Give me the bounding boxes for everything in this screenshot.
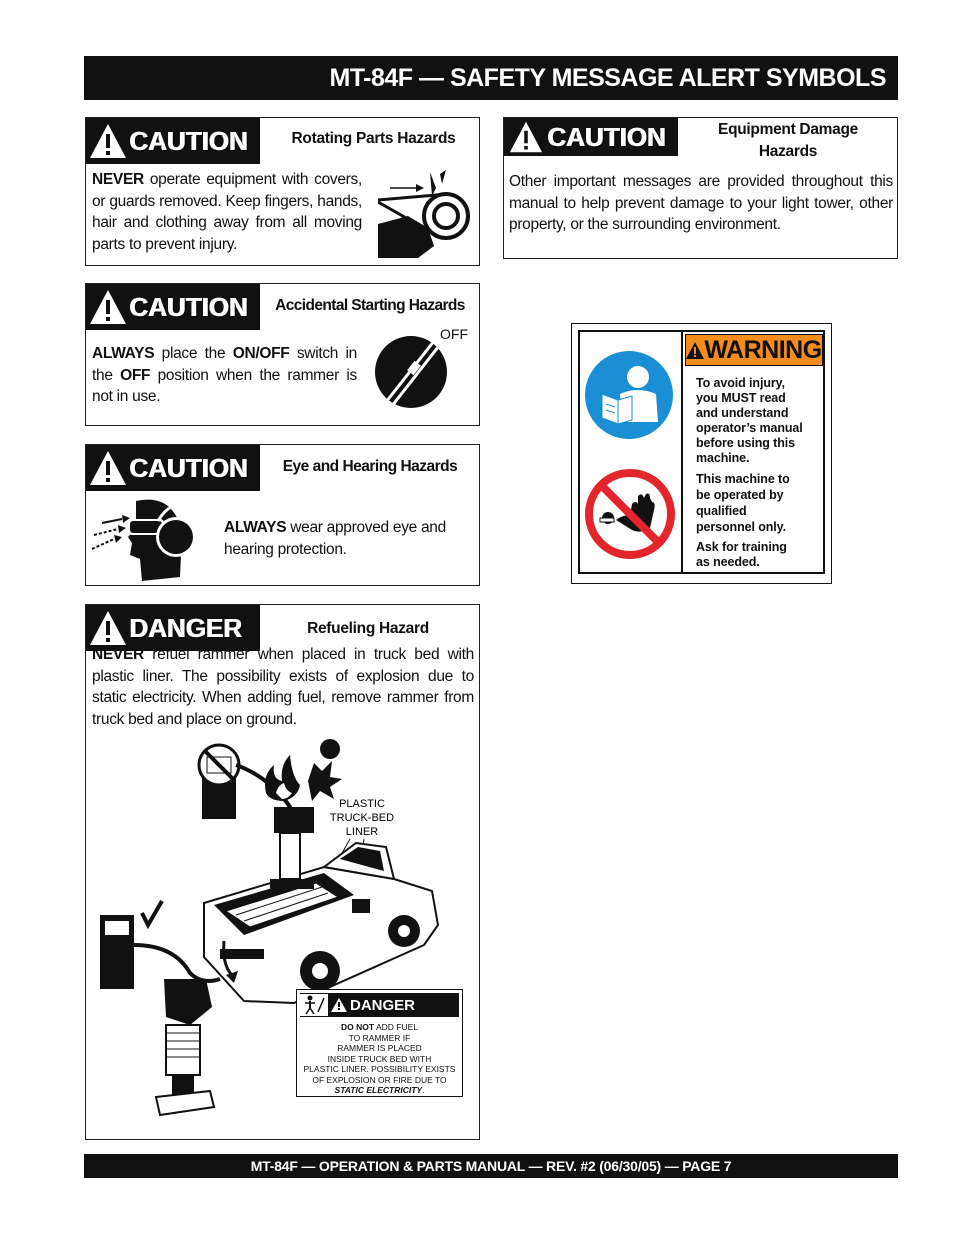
read-manual-icon [584,350,674,440]
rotating-heading: Rotating Parts Hazards [291,130,456,147]
warning-text: To avoid injury, you MUST read and understand operator’s manual before using this machine. This machine to be operated by qualified personnel only. Ask for training as needed. [696,376,803,569]
equipment-body: Other important messages are provided throughout this manual to help prevent damage to your light tower, other property, or the surrounding environment. [509,173,893,233]
accidental-starting-box [85,283,480,426]
danger-word: DANGER [130,612,243,643]
warning-pictogram-column [580,332,683,572]
accidental-heading: Accidental Starting Hazards [275,297,465,314]
warning-header [685,334,823,366]
equipment-damage-box [503,117,898,259]
caution-tag [86,118,260,164]
eye-hearing-box [85,444,480,586]
rotating-body: NEVER operate equipment with covers, or guards removed. Keep fingers, hands, hair and clothing away from all moving parts to prevent injury. [92,171,362,253]
warning-triangle-icon [686,342,704,359]
no-person-icon [300,994,328,1016]
eye-hearing-protection-icon [88,497,206,581]
decal-header [300,993,459,1017]
refueling-hazard-box [85,604,480,1140]
rotating-parts-box [85,117,480,266]
off-label: OFF [440,326,468,342]
decal-text: DO NOT ADD FUEL TO RAMMER IF RAMMER IS PLACED INSIDE TRUCK BED WITH PLASTIC LINER. POSSIBILITY EXISTS OF EXPLOSION OR FIRE DUE TO STATIC ELECTRICITY. [303,1022,456,1095]
decal-danger-word: DANGER [350,996,416,1014]
caution-tag [86,284,260,330]
caution-word: CAUTION [130,125,249,156]
caution-word: CAUTION [130,452,249,483]
eye-heading: Eye and Hearing Hazards [282,458,458,475]
accidental-body: ALWAYS place the ON/OFF switch in the OFF position when the rammer is not in use. [92,345,357,405]
page-footer: MT-84F — OPERATION & PARTS MANUAL — REV. #2 (06/30/05) — PAGE 7 [84,1154,898,1178]
warning-decal-inner [578,330,825,574]
liner-label-2: TRUCK-BED [329,812,395,824]
alert-triangle-icon [504,118,548,156]
caution-word: CAUTION [548,121,667,152]
no-unauthorized-use-icon [584,468,676,560]
refuel-body: NEVER refuel rammer when placed in truck bed with plastic liner. The possibility exists of explosion due to static electricity. When adding fuel, remove rammer from truck bed and place on ground. [92,646,474,728]
alert-triangle-icon [331,998,347,1012]
refuel-heading: Refueling Hazard [307,620,429,637]
refuel-danger-decal [296,989,463,1097]
liner-label-1: PLASTIC [339,798,385,810]
rotating-parts-icon [378,166,474,258]
liner-label-3: LINER [345,826,379,838]
alert-triangle-icon [86,118,130,164]
caution-word: CAUTION [130,291,249,322]
warning-word: WARNING [704,335,822,364]
alert-triangle-icon [86,445,130,491]
page-title: MT-84F — SAFETY MESSAGE ALERT SYMBOLS [84,56,898,100]
warning-decal [571,323,832,584]
alert-triangle-icon [86,284,130,330]
equipment-heading: Equipment Damage Hazards [718,121,858,160]
caution-tag [86,445,260,491]
caution-tag [504,118,678,156]
eye-body: ALWAYS wear approved eye and hearing protection. [224,519,446,558]
